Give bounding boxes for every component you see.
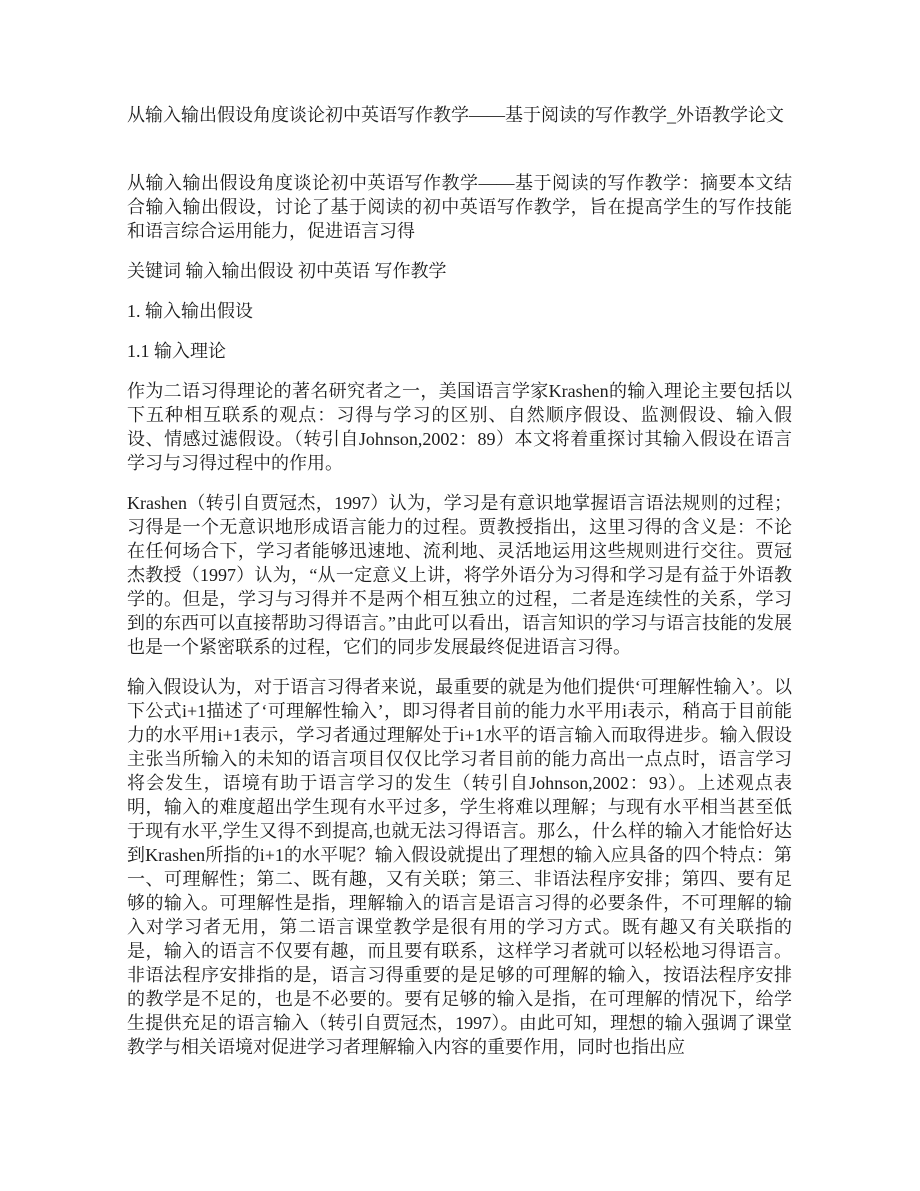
section-heading-1: 1. 输入输出假设 [127,301,253,321]
subsection-heading-1-1: 1.1 输入理论 [127,341,226,361]
document-title: 从输入输出假设角度谈论初中英语写作教学——基于阅读的写作教学_外语教学论文 [127,105,784,125]
body-paragraph-krashen-learning-acquisition: Krashen（转引自贾冠杰，1997）认为，学习是有意识地掌握语言语法规则的过程；习得是一个无意识地形成语言能力的过程。贾教授指出，这里习得的含义是：不论在任何场合下，学习者能够迅速地、流利地、灵活地运用这些规则进行交往。贾冠杰教授（1997）认为，“从一定意义上讲，将学外语分为习得和学习是有益于外语教学的。但是，学习与习得并不是两个相互独立的过程，二者是连续性的关系，学习到的东西可以直接帮助习得语言。”由此可以看出，语言知识的学习与语言技能的发展也是一个紧密联系的过程，它们的同步发展最终促进语言习得。 [127,493,792,657]
body-paragraph-input-theory: 作为二语习得理论的著名研究者之一，美国语言学家Krashen的输入理论主要包括以下五种相互联系的观点：习得与学习的区别、自然顺序假设、监测假设、输入假设、情感过滤假设。（转引自Johnson,2002：89）本文将着重探讨其输入假设在语言学习与习得过程中的作用。 [127,381,792,473]
body-paragraph-input-hypothesis: 输入假设认为，对于语言习得者来说，最重要的就是为他们提供‘可理解性输入’。以下公式i+1描述了‘可理解性输入’，即习得者目前的能力水平用i表示，稍高于目前能力的水平用i+1表示，学习者通过理解处于i+1水平的语言输入而取得进步。输入假设主张当所输入的未知的语言项目仅仅比学习者目前的能力高出一点点时，语言学习将会发生，语境有助于语言学习的发生（转引自Johnson,2002：93）。上述观点表明，输入的难度超出学生现有水平过多，学生将难以理解；与现有水平相当甚至低于现有水平,学生又得不到提高,也就无法习得语言。那么，什么样的输入才能恰好达到Krashen所指的i+1的水平呢？输入假设就提出了理想的输入应具备的四个特点：第一、可理解性；第二、既有趣，又有关联；第三、非语法程序安排；第四、要有足够的输入。可理解性是指，理解输入的语言是语言习得的必要条件，不可理解的输入对学习者无用，第二语言课堂教学是很有用的学习方式。既有趣又有关联指的是，输入的语言不仅要有趣，而且要有联系，这样学习者就可以轻松地习得语言。非语法程序安排指的是，语言习得重要的是足够的可理解的输入，按语法程序安排的教学是不足的，也是不必要的。要有足够的输入是指，在可理解的情况下，给学生提供充足的语言输入（转引自贾冠杰，1997）。由此可知，理想的输入强调了课堂教学与相关语境对促进学习者理解输入内容的重要作用，同时也指出应 [127,677,793,1057]
abstract-paragraph: 从输入输出假设角度谈论初中英语写作教学——基于阅读的写作教学：摘要本文结合输入输出假设，讨论了基于阅读的初中英语写作教学，旨在提高学生的写作技能和语言综合运用能力，促进语言习得 [127,173,792,241]
keywords-line: 关键词 输入输出假设 初中英语 写作教学 [127,261,447,281]
